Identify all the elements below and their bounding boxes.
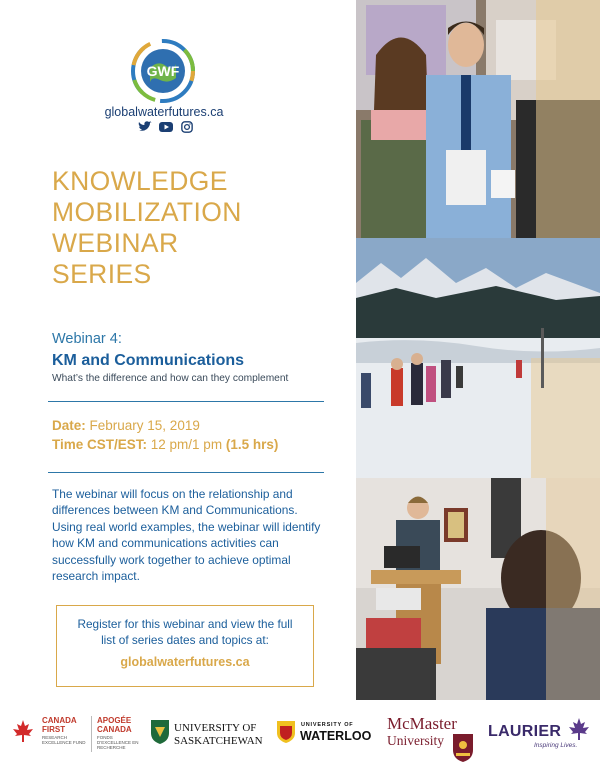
svg-text:GWF: GWF — [146, 63, 180, 79]
usask-name-2: SASKATCHEWAN — [174, 735, 263, 747]
social-links — [136, 120, 196, 132]
waterloo-name-2: WATERLOO — [300, 729, 372, 743]
laurier-name: LAURIER — [488, 723, 562, 740]
laurier-tagline: Inspiring Lives. — [534, 742, 578, 749]
duration: (1.5 hrs) — [225, 437, 279, 452]
time-label: Time CST/EST: — [52, 437, 148, 452]
twitter-icon[interactable] — [138, 120, 152, 132]
cfref-small-fr: FONDS D’EXCELLENCE EN RECHERCHE — [97, 735, 139, 750]
date-value: February 15, 2019 — [85, 418, 200, 433]
series-title — [52, 166, 332, 290]
date-label: Date: — [52, 418, 86, 433]
divider — [48, 472, 324, 473]
register-box — [56, 605, 314, 687]
cfref-name-en-1: CANADA — [42, 716, 77, 725]
mcmaster-name-1: McMaster — [387, 714, 457, 733]
mcmaster-name-2: University — [387, 733, 444, 748]
description: The webinar will focus on the relationship and differences between KM and Communications. Using real world examples, the webinar will identify how KM and communications activities can successfully work together to achieve optimal research impact. — [52, 487, 321, 584]
cfref-name-en-2: FIRST — [42, 725, 66, 734]
cfref-name-fr-2: CANADA — [97, 725, 132, 734]
conference-photo — [356, 0, 600, 238]
divider — [48, 401, 324, 402]
photo-column — [356, 0, 600, 700]
site-url[interactable]: globalwaterfutures.ca — [104, 105, 224, 119]
instagram-icon[interactable] — [180, 120, 194, 132]
webinar-topic: KM and Communications — [52, 352, 245, 369]
waterloo-name-1: UNIVERSITY OF — [301, 722, 354, 728]
cfref-name-fr-1: APOGÉE — [97, 716, 132, 725]
maple-leaf-icon — [10, 718, 36, 749]
cfref-small-en: RESEARCH EXCELLENCE FUND — [42, 735, 86, 745]
register-text: Register for this webinar and view the full list of series dates and topics at: — [77, 617, 293, 647]
webinar-number: Webinar 4: — [52, 331, 122, 347]
gwf-logo — [130, 38, 196, 104]
usask-crest-icon — [150, 719, 170, 750]
series-title-line: SERIES — [52, 259, 152, 289]
register-url[interactable]: globalwaterfutures.ca — [120, 655, 250, 669]
waterloo-shield-icon — [276, 720, 296, 749]
mountain-hike-photo — [356, 238, 600, 478]
usask-name-1: UNIVERSITY OF — [174, 722, 257, 734]
youtube-icon[interactable] — [159, 120, 173, 132]
series-title-line: WEBINAR — [52, 228, 179, 258]
cfref-divider — [91, 716, 92, 752]
webinar-subtitle: What’s the difference and how can they complement — [52, 373, 289, 384]
date-line — [52, 418, 200, 433]
presentation-photo — [356, 478, 600, 700]
mcmaster-crest-icon — [452, 733, 474, 768]
series-title-line: MOBILIZATION — [52, 197, 242, 227]
time-line — [52, 437, 278, 452]
series-title-line: KNOWLEDGE — [52, 166, 228, 196]
time-value: 12 pm/1 pm — [147, 437, 226, 452]
